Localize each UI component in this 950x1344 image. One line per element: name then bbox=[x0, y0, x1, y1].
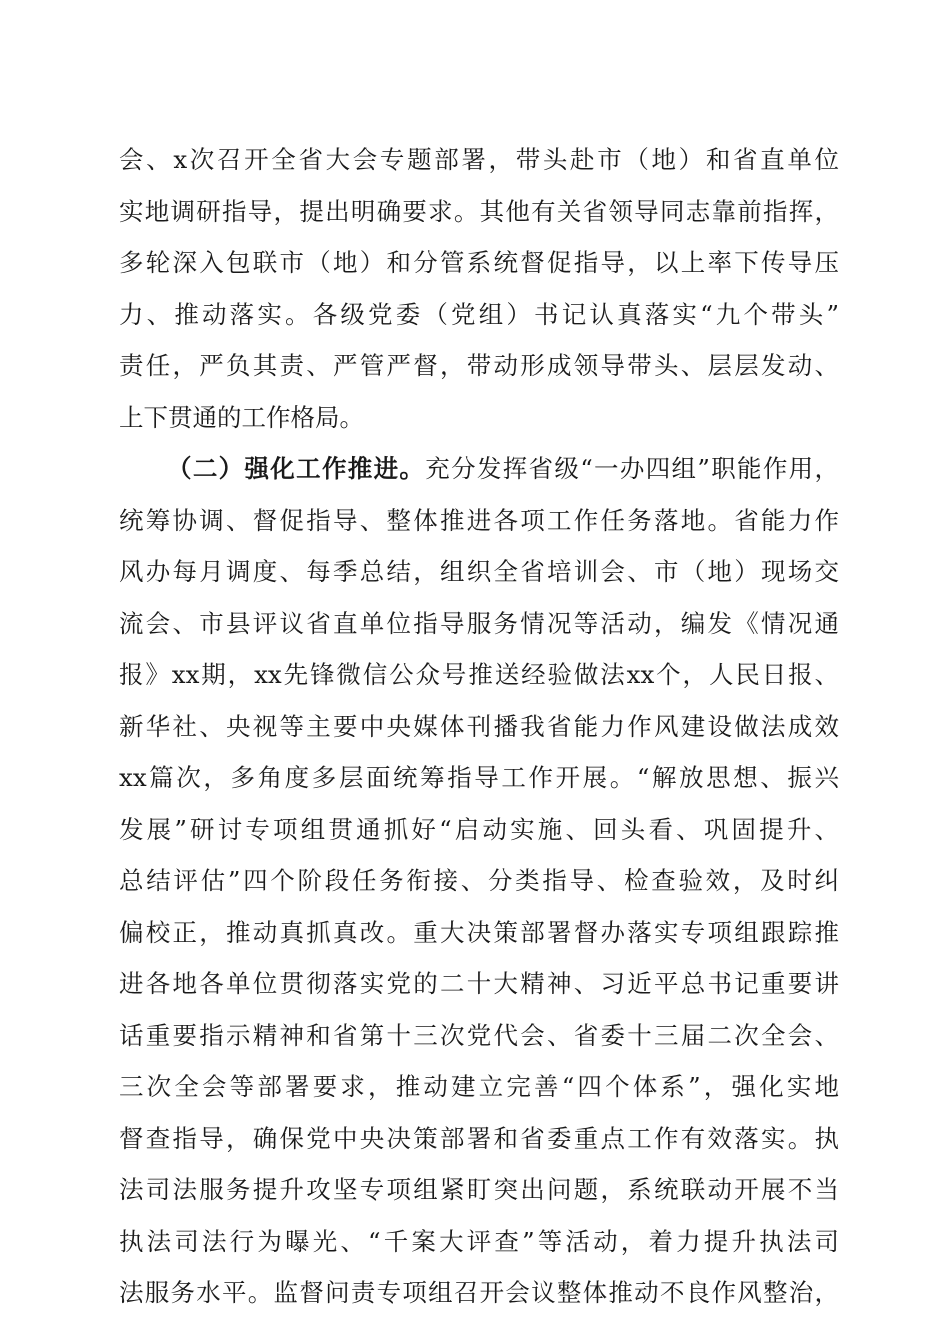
text-line: 偏校正，推动真抓真改。重大决策部署督办落实专项组跟踪推 bbox=[119, 917, 839, 947]
text-line: 力、推动落实。各级党委（党组）书记认真落实“九个带头” bbox=[119, 299, 839, 329]
text-line: 新华社、央视等主要中央媒体刊播我省能力作风建设做法成效 bbox=[119, 711, 839, 741]
text-line: 多轮深入包联市（地）和分管系统督促指导，以上率下传导压 bbox=[119, 248, 839, 277]
text-line: 统筹协调、督促指导、整体推进各项工作任务落地。省能力作 bbox=[119, 505, 839, 535]
text-line: 报》xx期，xx先锋微信公众号推送经验做法xx个，人民日报、 bbox=[119, 660, 839, 689]
text-line: 风办每月调度、每季总结，组织全省培训会、市（地）现场交 bbox=[119, 557, 839, 586]
text-line: 发展”研讨专项组贯通抓好“启动实施、回头看、巩固提升、 bbox=[119, 814, 839, 844]
section-heading: （二）强化工作推进。 bbox=[167, 454, 426, 483]
text-line: 话重要指示精神和省第十三次党代会、省委十三届二次全会、 bbox=[119, 1020, 839, 1050]
document-body bbox=[119, 134, 839, 1319]
text-line: 督查指导，确保党中央决策部署和省委重点工作有效落实。执 bbox=[119, 1123, 839, 1153]
section-heading-rest: 充分发挥省级“一办四组”职能作用， bbox=[425, 454, 839, 483]
text-line: 上下贯通的工作格局。 bbox=[119, 402, 364, 432]
text-line: 责任，严负其责、严管严督，带动形成领导带头、层层发动、 bbox=[119, 351, 839, 380]
text-line: 法服务水平。监督问责专项组召开会议整体推动不良作风整治， bbox=[119, 1278, 839, 1307]
text-line: 三次全会等部署要求，推动建立完善“四个体系”，强化实地 bbox=[119, 1072, 839, 1101]
section-heading-line bbox=[119, 443, 839, 495]
text-line: 法司法服务提升攻坚专项组紧盯突出问题，系统联动开展不当 bbox=[119, 1175, 839, 1204]
text-line: 流会、市县评议省直单位指导服务情况等活动，编发《情况通 bbox=[119, 608, 839, 638]
text-line: 执法司法行为曝光、“千案大评查”等活动，着力提升执法司 bbox=[119, 1226, 839, 1256]
text-line: 实地调研指导，提出明确要求。其他有关省领导同志靠前指挥， bbox=[119, 196, 839, 226]
text-line: 会、x次召开全省大会专题部署，带头赴市（地）和省直单位 bbox=[119, 145, 839, 174]
text-line: xx篇次，多角度多层面统筹指导工作开展。“解放思想、振兴 bbox=[119, 763, 839, 792]
text-line: 进各地各单位贯彻落实党的二十大精神、习近平总书记重要讲 bbox=[119, 969, 839, 998]
text-line: 总结评估”四个阶段任务衔接、分类指导、检查验效，及时纠 bbox=[119, 866, 839, 895]
